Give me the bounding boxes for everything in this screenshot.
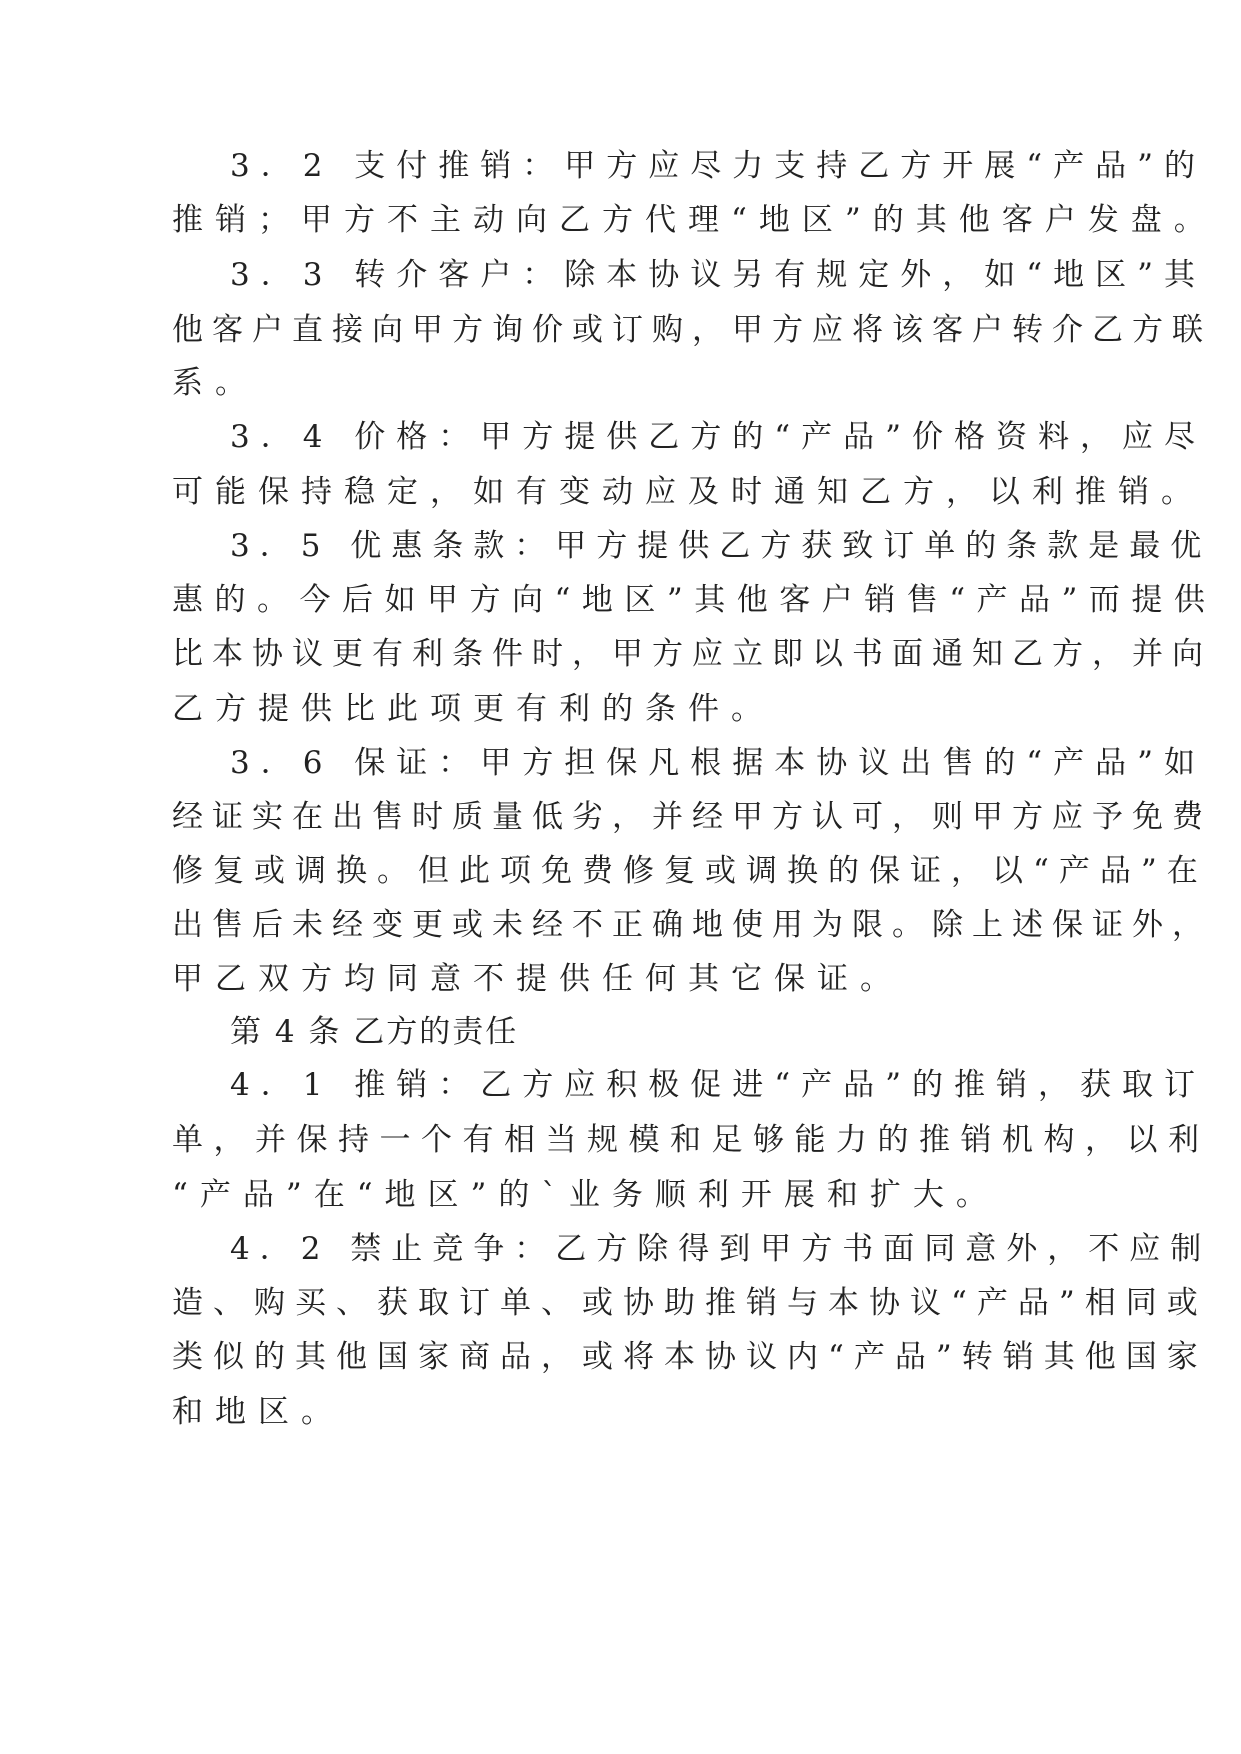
text-line: 4．1 推销：乙方应积极促进“产品”的推销，获取订	[230, 1067, 1206, 1103]
text-line: 他客户直接向甲方询价或订购，甲方应将该客户转介乙方联	[172, 312, 1212, 348]
text-line: 可能保持稳定，如有变动应及时通知乙方，以利推销。	[172, 474, 1204, 510]
text-line: 修复或调换。但此项免费修复或调换的保证，以“产品”在	[172, 853, 1208, 889]
text-line: “产品”在“地区”的`业务顺利开展和扩大。	[172, 1177, 999, 1213]
text-line: 推销；甲方不主动向乙方代理“地区”的其他客户发盘。	[172, 202, 1217, 238]
text-line: 3．3 转介客户：除本协议另有规定外，如“地区”其	[230, 257, 1206, 293]
text-line: 系。	[172, 365, 258, 401]
text-line: 和地区。	[172, 1394, 344, 1430]
text-line: 比本协议更有利条件时，甲方应立即以书面通知乙方，并向	[172, 636, 1212, 672]
text-line: 3．4 价格：甲方提供乙方的“产品”价格资料，应尽	[230, 419, 1206, 455]
text-line: 3．6 保证：甲方担保凡根据本协议出售的“产品”如	[230, 745, 1206, 781]
text-line: 惠的。今后如甲方向“地区”其他客户销售“产品”而提供	[172, 582, 1217, 618]
text-line: 乙方提供比此项更有利的条件。	[172, 691, 774, 727]
text-line: 3．5 优惠条款：甲方提供乙方获致订单的条款是最优	[230, 528, 1212, 564]
text-line: 甲乙双方均同意不提供任何其它保证。	[172, 961, 903, 997]
text-line: 3．2 支付推销：甲方应尽力支持乙方开展“产品”的	[230, 148, 1206, 184]
text-line: 出售后未经变更或未经不正确地使用为限。除上述保证外，	[172, 907, 1212, 943]
text-line: 4．2 禁止竞争：乙方除得到甲方书面同意外，不应制	[230, 1231, 1212, 1267]
text-line: 经证实在出售时质量低劣，并经甲方认可，则甲方应予免费	[172, 799, 1212, 835]
text-line: 单，并保持一个有相当规模和足够能力的推销机构，以利	[172, 1122, 1210, 1158]
section-heading: 第 4 条 乙方的责任	[230, 1014, 519, 1050]
text-line: 类似的其他国家商品，或将本协议内“产品”转销其他国家	[172, 1339, 1208, 1375]
text-line: 造、购买、获取订单、或协助推销与本协议“产品”相同或	[172, 1285, 1208, 1321]
